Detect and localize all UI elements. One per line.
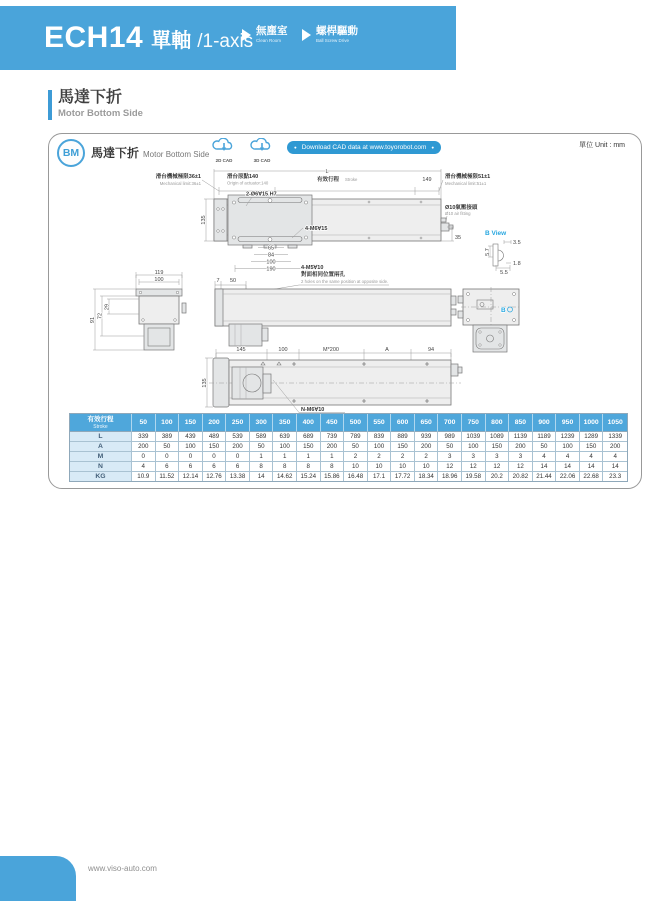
dim-190-label: 190 xyxy=(266,266,276,273)
air-fitting-en: Ø10 air fitting xyxy=(445,211,471,216)
stroke-label-en: Stroke xyxy=(345,177,358,182)
table-cell: 3 xyxy=(486,452,510,462)
b-dim-3-5: 3.5 xyxy=(513,240,521,246)
limit-right-en: Mechanical limit:51±1 xyxy=(445,181,487,186)
table-cell: 4 xyxy=(533,452,557,462)
end-dim-100: 100 xyxy=(154,277,164,283)
product-title-en: /1-axis xyxy=(197,31,254,52)
table-cell: 12 xyxy=(486,462,510,472)
table-cell: 0 xyxy=(226,452,250,462)
limit-left-zh: 滑台機械極限36±1 xyxy=(155,174,201,180)
table-cell: 1189 xyxy=(533,432,557,442)
table-cell: 18.34 xyxy=(415,472,439,481)
table-cell: 2 xyxy=(344,452,368,462)
table-cell: 1039 xyxy=(462,432,486,442)
table-cell: 1 xyxy=(297,452,321,462)
badge-ball-screw-zh: 螺桿驅動 xyxy=(316,25,358,37)
panel-title-zh: 馬達下折 xyxy=(91,146,140,160)
stroke-value-header: 350 xyxy=(273,414,297,432)
b-dim-1-8: 1.8 xyxy=(513,261,521,267)
badge-clean-room-en: Clean Room xyxy=(256,38,282,43)
table-cell: 2 xyxy=(415,452,439,462)
table-cell: 150 xyxy=(391,442,415,452)
table-cell: 14.62 xyxy=(273,472,297,481)
table-cell: 6 xyxy=(226,462,250,472)
table-cell: 1 xyxy=(321,452,345,462)
limit-right-zh: 滑台機械極限51±1 xyxy=(445,174,491,180)
stroke-value-header: 200 xyxy=(203,414,227,432)
table-cell: 200 xyxy=(321,442,345,452)
row-label-cell: L xyxy=(70,432,132,442)
stroke-value-header: 550 xyxy=(368,414,392,432)
table-header-row xyxy=(70,414,627,432)
table-cell: 689 xyxy=(297,432,321,442)
table-cell: 150 xyxy=(203,442,227,452)
table-row xyxy=(70,432,627,442)
table-cell: 8 xyxy=(250,462,274,472)
table-cell: 22.68 xyxy=(580,472,604,481)
bolt-top-label: 4-M6∀15 xyxy=(305,226,328,232)
row-label-cell: M xyxy=(70,452,132,462)
badge-clean-room-zh: 無塵室 xyxy=(256,25,288,37)
table-cell: 6 xyxy=(203,462,227,472)
end-dim-119: 119 xyxy=(154,270,164,276)
section-title-zh: 馬達下折 xyxy=(58,89,123,106)
table-cell: 11.52 xyxy=(156,472,180,481)
table-cell: 2 xyxy=(368,452,392,462)
table-cell: 989 xyxy=(438,432,462,442)
end-dim-91: 91 xyxy=(90,316,96,324)
table-cell: 1239 xyxy=(556,432,580,442)
table-cell: 639 xyxy=(273,432,297,442)
bottom-dim-135: 135 xyxy=(202,378,208,388)
end-view-left xyxy=(90,270,186,350)
table-cell: 17.72 xyxy=(391,472,415,481)
air-fitting-zh: Ø10氣壓接頭 xyxy=(445,205,478,211)
dim-135-top-label: 135 xyxy=(201,215,207,225)
b-view-label: B View xyxy=(485,230,507,237)
badge-clean-room xyxy=(242,25,288,44)
table-cell: 10 xyxy=(391,462,415,472)
stroke-value-header: 1000 xyxy=(580,414,604,432)
dimension-table xyxy=(69,413,628,482)
table-cell: 12.76 xyxy=(203,472,227,481)
table-cell: 389 xyxy=(156,432,180,442)
cad-3d-download[interactable] xyxy=(247,138,277,163)
stroke-value-header: 400 xyxy=(297,414,321,432)
table-cell: 739 xyxy=(321,432,345,442)
table-cell: 6 xyxy=(179,462,203,472)
cloud-download-icon xyxy=(249,138,275,153)
table-cell: 4 xyxy=(132,462,156,472)
badge-ball-screw xyxy=(302,25,358,44)
dim-149-label: 149 xyxy=(422,177,432,183)
b-dim-5-7: 5.7 xyxy=(485,248,491,256)
spec-panel xyxy=(48,133,642,489)
stroke-value-header: 950 xyxy=(556,414,580,432)
table-cell: 12 xyxy=(462,462,486,472)
technical-drawing xyxy=(49,164,641,414)
table-cell: 439 xyxy=(179,432,203,442)
bottom-dim-100: 100 xyxy=(278,347,288,353)
b-view-detail xyxy=(485,230,521,276)
table-cell: 1289 xyxy=(580,432,604,442)
bottom-dim-94: 94 xyxy=(427,347,435,353)
table-cell: 4 xyxy=(580,452,604,462)
table-cell: 50 xyxy=(438,442,462,452)
table-cell: 8 xyxy=(321,462,345,472)
stroke-value-header: 300 xyxy=(250,414,274,432)
footer-url: www.viso-auto.com xyxy=(88,864,157,873)
table-cell: 14 xyxy=(580,462,604,472)
stroke-value-header: 650 xyxy=(415,414,439,432)
table-cell: 3 xyxy=(462,452,486,462)
section-title-en: Motor Bottom Side xyxy=(58,108,143,119)
stroke-value-header: 600 xyxy=(391,414,415,432)
stroke-value-header: 50 xyxy=(132,414,156,432)
table-cell: 20.82 xyxy=(509,472,533,481)
row-label-cell: N xyxy=(70,462,132,472)
table-cell: 12 xyxy=(438,462,462,472)
stroke-value-header: 800 xyxy=(486,414,510,432)
table-cell: 12.14 xyxy=(179,472,203,481)
table-cell: 100 xyxy=(179,442,203,452)
table-cell: 50 xyxy=(156,442,180,452)
dot-icon: ● xyxy=(294,144,297,150)
table-cell: 14 xyxy=(533,462,557,472)
table-cell: 16.48 xyxy=(344,472,368,481)
table-cell: 21.44 xyxy=(533,472,557,481)
stroke-value-header: 250 xyxy=(226,414,250,432)
table-cell: 3 xyxy=(438,452,462,462)
badge-arrow-icon xyxy=(242,29,251,41)
table-cell: 1 xyxy=(273,452,297,462)
side-note-2-zh: 對面相同位置兩孔 xyxy=(301,272,346,278)
end-dim-29: 29 xyxy=(104,303,111,311)
section-accent-bar xyxy=(48,90,52,120)
dim-100-top-label: 100 xyxy=(266,259,276,266)
table-cell: 10.9 xyxy=(132,472,156,481)
product-model: ECH14 xyxy=(44,21,144,54)
b-dim-5-5: 5.5 xyxy=(500,270,508,276)
end-dim-72: 72 xyxy=(97,312,104,320)
table-cell: 339 xyxy=(132,432,156,442)
footer-corner-shape xyxy=(0,856,76,901)
download-cad-button[interactable] xyxy=(287,141,441,154)
table-cell: 14 xyxy=(556,462,580,472)
table-cell: 789 xyxy=(344,432,368,442)
table-cell: 14 xyxy=(250,472,274,481)
cad-3d-label: 3D CAD xyxy=(253,158,271,163)
stroke-value-header: 150 xyxy=(179,414,203,432)
bm-badge: BM xyxy=(57,139,85,167)
bottom-view xyxy=(202,347,462,413)
unit-label: 單位 Unit : mm xyxy=(579,142,625,149)
table-cell: 14 xyxy=(603,462,627,472)
dim-65-label: 65 xyxy=(267,245,275,252)
table-cell: 23.3 xyxy=(603,472,627,481)
dim-50-label: 50 xyxy=(229,278,237,284)
bottom-dim-A: A xyxy=(385,347,389,353)
cad-2d-label: 2D CAD xyxy=(215,158,233,163)
table-cell: 8 xyxy=(273,462,297,472)
table-cell: 20.2 xyxy=(486,472,510,481)
table-cell: 6 xyxy=(156,462,180,472)
table-cell: 539 xyxy=(226,432,250,442)
bottom-dim-145: 145 xyxy=(236,347,246,353)
stroke-value-header: 1050 xyxy=(603,414,627,432)
download-cad-label: Download CAD data at www.toyorobot.com xyxy=(301,144,427,151)
table-cell: 12 xyxy=(509,462,533,472)
row-label-cell: KG xyxy=(70,472,132,481)
stroke-value-header: 500 xyxy=(344,414,368,432)
table-cell: 50 xyxy=(533,442,557,452)
table-cell: 17.1 xyxy=(368,472,392,481)
table-cell: 839 xyxy=(368,432,392,442)
table-cell: 100 xyxy=(462,442,486,452)
table-cell: 150 xyxy=(580,442,604,452)
end-view-right xyxy=(458,287,521,352)
stroke-label-zh: 有效行程 xyxy=(317,177,340,183)
dim-84-label: 84 xyxy=(267,252,275,259)
side-note-2-en: 2 holes on the same position at opposite side. xyxy=(301,279,389,284)
panel-title xyxy=(91,144,209,161)
dim-7-label: 7 xyxy=(216,278,220,284)
table-cell: 200 xyxy=(603,442,627,452)
dim-35-label: 35 xyxy=(455,235,462,241)
table-cell: 50 xyxy=(250,442,274,452)
table-cell: 15.86 xyxy=(321,472,345,481)
dim-L-label: L xyxy=(325,169,329,175)
badge-ball-screw-en: Ball Screw Drive xyxy=(316,38,350,43)
b-arrow-label: B xyxy=(501,307,506,314)
limit-left-en: Mechanical limit:36±1 xyxy=(159,181,201,186)
table-cell: 1 xyxy=(250,452,274,462)
table-cell: 8 xyxy=(297,462,321,472)
table-cell: 1139 xyxy=(509,432,533,442)
section-title xyxy=(48,88,143,120)
row-label-cell: A xyxy=(70,442,132,452)
table-cell: 3 xyxy=(509,452,533,462)
holes-top-label: 2-Ø6∀15 H7 xyxy=(246,191,277,198)
table-cell: 10 xyxy=(415,462,439,472)
dot-icon: ● xyxy=(431,144,435,150)
cloud-download-icon xyxy=(211,138,237,153)
origin-label-en: Origin of actuator:140 xyxy=(227,180,269,186)
table-cell: 889 xyxy=(391,432,415,442)
side-view xyxy=(215,264,456,346)
table-cell: 10 xyxy=(368,462,392,472)
table-cell: 50 xyxy=(344,442,368,452)
table-cell: 2 xyxy=(391,452,415,462)
stroke-value-header: 100 xyxy=(156,414,180,432)
table-cell: 22.06 xyxy=(556,472,580,481)
table-cell: 4 xyxy=(556,452,580,462)
stroke-value-header: 750 xyxy=(462,414,486,432)
table-row xyxy=(70,442,627,452)
product-title-zh: 單軸 xyxy=(151,30,192,52)
table-cell: 939 xyxy=(415,432,439,442)
panel-title-en: Motor Bottom Side xyxy=(143,150,210,159)
stroke-header-cell: 有效行程 Stroke xyxy=(70,414,132,432)
table-cell: 1339 xyxy=(603,432,627,442)
badge-arrow-icon xyxy=(302,29,311,41)
table-cell: 100 xyxy=(556,442,580,452)
side-note-1: 4-M5∀10 xyxy=(301,265,324,271)
table-cell: 0 xyxy=(156,452,180,462)
table-cell: 150 xyxy=(297,442,321,452)
table-cell: 1089 xyxy=(486,432,510,442)
table-cell: 18.96 xyxy=(438,472,462,481)
table-cell: 589 xyxy=(250,432,274,442)
table-cell: 0 xyxy=(179,452,203,462)
table-cell: 10 xyxy=(344,462,368,472)
table-cell: 4 xyxy=(603,452,627,462)
table-cell: 200 xyxy=(509,442,533,452)
table-cell: 13.38 xyxy=(226,472,250,481)
table-cell: 200 xyxy=(415,442,439,452)
origin-label-zh: 滑台原點140 xyxy=(227,174,259,180)
bottom-dim-m200: M*200 xyxy=(323,347,339,353)
table-cell: 200 xyxy=(132,442,156,452)
bottom-note-label: N-M6∀10 xyxy=(301,407,325,413)
table-cell: 15.24 xyxy=(297,472,321,481)
table-cell: 19.58 xyxy=(462,472,486,481)
table-cell: 0 xyxy=(132,452,156,462)
table-row xyxy=(70,462,627,472)
table-cell: 150 xyxy=(486,442,510,452)
stroke-value-header: 700 xyxy=(438,414,462,432)
table-cell: 489 xyxy=(203,432,227,442)
page-header xyxy=(0,6,456,70)
table-cell: 200 xyxy=(226,442,250,452)
stroke-value-header: 850 xyxy=(509,414,533,432)
table-row xyxy=(70,472,627,481)
table-row xyxy=(70,452,627,462)
table-cell: 100 xyxy=(368,442,392,452)
table-cell: 0 xyxy=(203,452,227,462)
stroke-value-header: 900 xyxy=(533,414,557,432)
stroke-value-header: 450 xyxy=(321,414,345,432)
top-view xyxy=(156,169,490,273)
table-cell: 100 xyxy=(273,442,297,452)
cad-2d-download[interactable] xyxy=(209,138,239,163)
